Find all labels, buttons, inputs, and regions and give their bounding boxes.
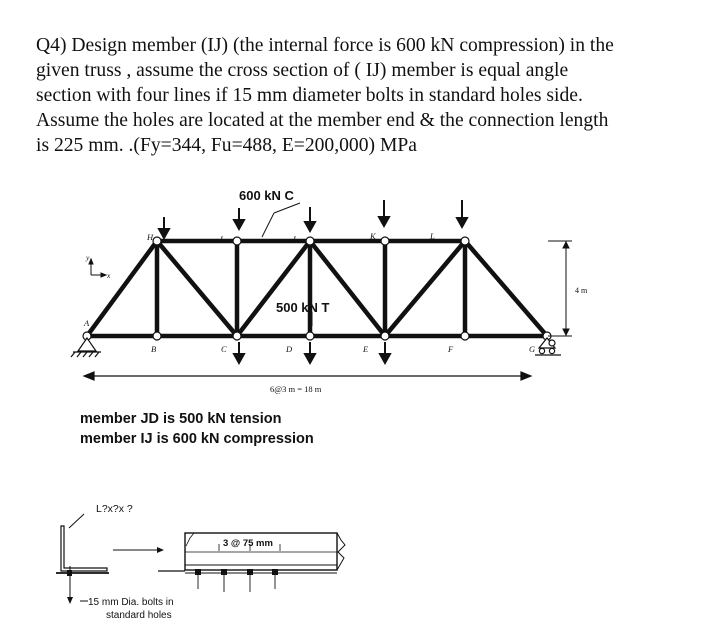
load-arrow-I: [234, 208, 244, 229]
load-arrow-D: [305, 342, 315, 363]
angle-section-detail: [56, 514, 109, 604]
leader-IJ: [262, 213, 274, 237]
note-member-JD: member JD is 500 kN tension: [80, 411, 282, 427]
node-label-L: L: [430, 231, 435, 241]
question-line-4: Assume the holes are located at the member end & the connection length: [36, 110, 609, 131]
node-label-I: I: [220, 234, 223, 244]
node-label-J: J: [292, 234, 296, 244]
bolt-label-line2: standard holes: [106, 610, 172, 621]
top-loads: [159, 200, 467, 238]
joint-L: [461, 237, 469, 245]
joint-J: [306, 237, 314, 245]
axis-icon: [89, 259, 106, 277]
load-arrow-H: [159, 217, 169, 238]
height-label: 4 m: [575, 286, 588, 295]
node-label-C: C: [221, 344, 227, 354]
pin-support: [71, 338, 101, 357]
height-dimension: [548, 241, 572, 336]
bolt-label-line1: 15 mm Dia. bolts in: [88, 597, 174, 608]
joint-H: [153, 237, 161, 245]
node-label-K: K: [370, 231, 376, 241]
load-arrow-K: [379, 200, 389, 226]
joint-K: [381, 237, 389, 245]
node-label-A: A: [84, 318, 90, 328]
question-line-3: section with four lines if 15 mm diameter bolts in standard holes side.: [36, 85, 583, 106]
node-label-D: D: [286, 344, 293, 354]
load-mid-label: 500 kN T: [276, 300, 330, 315]
joint-D: [306, 332, 314, 340]
member-EL: [385, 241, 465, 336]
question-line-1: Q4) Design member (IJ) (the internal force is 600 kN compression) in the: [36, 35, 614, 56]
note-member-IJ: member IJ is 600 kN compression: [80, 431, 314, 447]
spacing-label: 3 @ 75 mm: [223, 538, 273, 549]
load-top-label: 600 kN C: [239, 188, 294, 203]
axis-x-label: x: [107, 271, 111, 280]
node-label-B: B: [151, 344, 157, 354]
question-line-5: is 225 mm. .(Fy=344, Fu=488, E=200,000) MPa: [36, 135, 417, 156]
question-line-2: given truss , assume the cross section of ( IJ) member is equal angle: [36, 60, 569, 81]
member-HC: [157, 241, 237, 336]
axis-y-label: y: [86, 253, 90, 262]
node-label-G: G: [529, 344, 536, 354]
span-label: 6@3 m = 18 m: [270, 384, 322, 394]
member-JE: [310, 241, 385, 336]
span-dimension: [84, 372, 531, 380]
joint-F: [461, 332, 469, 340]
section-label: L?x?x ?: [96, 503, 133, 515]
roller-support: [535, 338, 561, 355]
node-label-F: F: [448, 344, 454, 354]
member-LG: [465, 241, 547, 336]
load-arrow-L: [457, 200, 467, 227]
member-AH: [87, 241, 157, 336]
load-arrow-E: [380, 342, 390, 363]
node-label-E: E: [363, 344, 369, 354]
node-label-H: H: [147, 232, 154, 242]
load-arrow-C: [234, 342, 244, 363]
joint-I: [233, 237, 241, 245]
joint-C: [233, 332, 241, 340]
load-arrow-J: [305, 207, 315, 231]
member-CJ: [237, 241, 310, 336]
truss-members: [87, 241, 547, 336]
joint-B: [153, 332, 161, 340]
joint-E: [381, 332, 389, 340]
